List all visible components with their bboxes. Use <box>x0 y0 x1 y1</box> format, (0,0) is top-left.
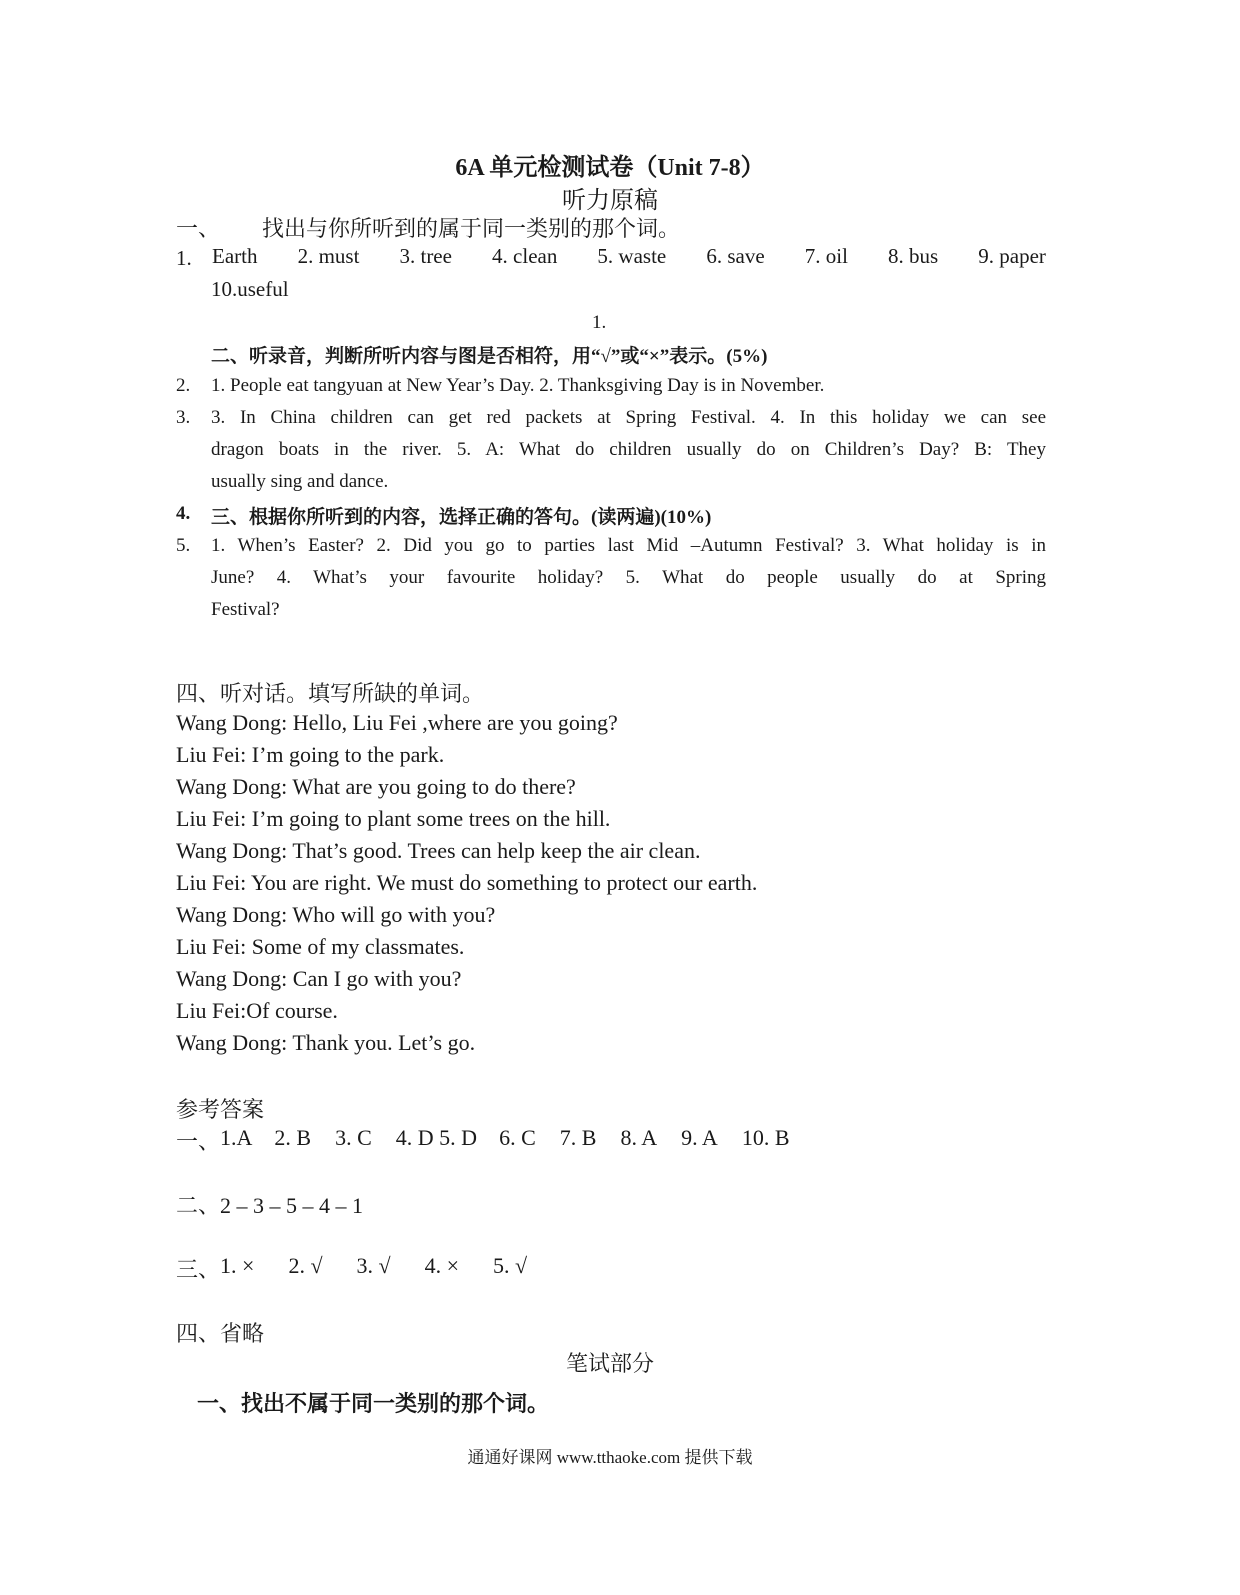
sec1-last-word: 10.useful <box>211 277 289 301</box>
answer-item: 6. C <box>499 1125 536 1150</box>
sec1-word: Earth <box>212 244 258 268</box>
sec1-word: 4. clean <box>492 244 558 268</box>
sec1-heading-num: 一、 <box>176 216 221 241</box>
sec3-line-1: 1. When’s Easter? 2. Did you go to parties last Mid –Autumn Festival? 3. What holiday is in <box>211 535 1046 556</box>
answer-item: 1. × <box>220 1253 255 1278</box>
sec2-line-b3: usually sing and dance. <box>211 471 389 492</box>
page-subtitle: 听力原稿 <box>562 188 658 214</box>
sec3-num-q: 5. <box>176 535 191 556</box>
sec1-word: 9. paper <box>978 244 1046 268</box>
dialogue-line: Liu Fei: I’m going to the park. <box>176 742 445 767</box>
answer-item: 1.A <box>220 1125 253 1150</box>
sec3-num: 4. <box>176 503 191 524</box>
sec3-line-3: Festival? <box>211 599 280 620</box>
dialogue-line: Liu Fei:Of course. <box>176 998 338 1023</box>
answer-item: 5. √ <box>493 1253 528 1278</box>
answers-heading: 参考答案 <box>176 1097 265 1122</box>
answer-item: 7. B <box>559 1125 597 1150</box>
sec1-word-list <box>212 244 1046 269</box>
stray-number: 1. <box>592 312 607 333</box>
sec2-heading: 二、听录音，判断所听内容与图是否相符，用“√”或“×”表示。(5%) <box>211 346 768 367</box>
sec1-word: 6. save <box>706 244 765 268</box>
sec1-item-num: 1. <box>176 246 192 270</box>
sec4-heading: 四、听对话。填写所缺的单词。 <box>176 681 485 706</box>
sec3-heading: 三、根据你所听到的内容，选择正确的答句。(读两遍)(10%) <box>211 507 712 528</box>
answer-item: 3. C <box>335 1125 372 1150</box>
dialogue-line: Wang Dong: Thank you. Let’s go. <box>176 1030 476 1055</box>
answer-prefix: 一、 <box>176 1129 221 1154</box>
answers-section-4: 四、省略 <box>176 1321 265 1346</box>
sec1-word: 3. tree <box>399 244 452 268</box>
answers-section-2: 二、2 – 3 – 5 – 4 – 1 <box>176 1193 364 1218</box>
answers-section-1 <box>176 1125 790 1156</box>
page-footer: 通通好课网 www.tthaoke.com 提供下载 <box>467 1448 753 1467</box>
answer-item: 4. × <box>424 1253 460 1278</box>
written-sec1-heading: 一、找出不属于同一类别的那个词。 <box>197 1391 550 1416</box>
sec2-line-b2: dragon boats in the river. 5. A: What do children usually do on Children’s Day? B: They <box>211 439 1046 460</box>
dialogue-line: Liu Fei: I’m going to plant some trees on the hill. <box>176 806 611 831</box>
dialogue-line: Liu Fei: You are right. We must do something to protect our earth. <box>176 870 758 895</box>
sec1-word: 2. must <box>297 244 360 268</box>
sec1-word: 8. bus <box>887 244 939 268</box>
answer-item: 9. A <box>681 1125 718 1150</box>
dialogue-line: Liu Fei: Some of my classmates. <box>176 934 465 959</box>
answer-item: 8. A <box>620 1125 658 1150</box>
page-title: 6A 单元检测试卷（Unit 7-8） <box>455 155 765 181</box>
dialogue-line: Wang Dong: Can I go with you? <box>176 966 462 991</box>
dialogue-line: Wang Dong: What are you going to do there? <box>176 774 576 799</box>
sec1-word: 5. waste <box>597 244 667 268</box>
answer-item: 2. √ <box>288 1253 323 1278</box>
dialogue-line: Wang Dong: That’s good. Trees can help keep the air clean. <box>176 838 701 863</box>
dialogue-line: Wang Dong: Hello, Liu Fei ,where are you going? <box>176 710 618 735</box>
answers-section-3 <box>176 1253 527 1284</box>
sec3-line-2: June? 4. What’s your favourite holiday? 5. What do people usually do at Spring <box>211 567 1046 588</box>
sec1-heading: 找出与你所听到的属于同一类别的那个词。 <box>262 216 681 241</box>
answer-prefix: 三、 <box>176 1257 221 1282</box>
answer-item: 2. B <box>274 1125 312 1150</box>
answer-item: 10. B <box>741 1125 790 1150</box>
written-heading: 笔试部分 <box>565 1351 654 1376</box>
sec2-line-b1: 3. In China children can get red packets at Spring Festival. 4. In this holiday we can see <box>211 407 1046 428</box>
dialogue-line: Wang Dong: Who will go with you? <box>176 902 496 927</box>
sec1-word: 7. oil <box>804 244 848 268</box>
sec2-num-b: 3. <box>176 407 191 428</box>
sec2-num-a: 2. <box>176 375 191 396</box>
answer-item: 3. √ <box>356 1253 391 1278</box>
sec2-line-a: 1. People eat tangyuan at New Year’s Day. 2. Thanksgiving Day is in November. <box>211 375 825 396</box>
answer-item: 4. D 5. D <box>395 1125 478 1150</box>
